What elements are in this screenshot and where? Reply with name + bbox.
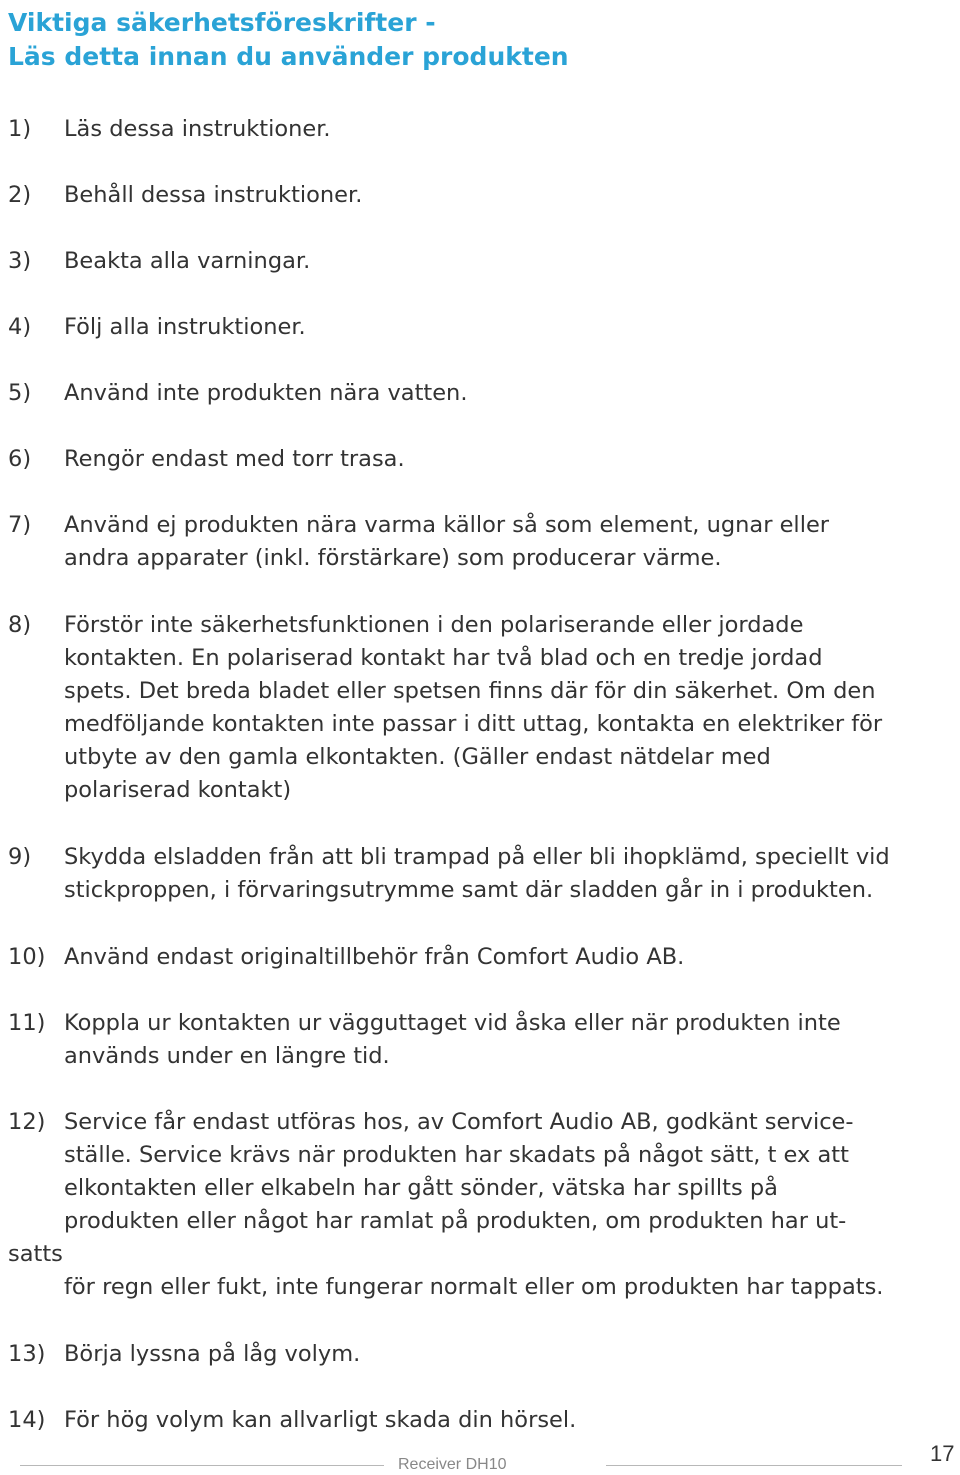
item-text: Följ alla instruktioner. bbox=[64, 314, 306, 340]
item-text: utbyte av den gamla elkontakten. (Gäller endast nätdelar med bbox=[64, 744, 771, 770]
footer-product-name: Receiver DH10 bbox=[398, 1456, 507, 1473]
page-number: 17 bbox=[930, 1441, 955, 1466]
title-line-1: Viktiga säkerhetsföreskrifter - bbox=[8, 8, 436, 37]
item-text: Koppla ur kontakten ur vägguttaget vid åska eller när produkten inte bbox=[64, 1010, 841, 1036]
item-text: Använd ej produkten nära varma källor så som element, ugnar eller bbox=[64, 512, 830, 538]
item-number: 1) bbox=[8, 116, 32, 142]
item-number: 9) bbox=[8, 844, 32, 870]
item-text: Börja lyssna på låg volym. bbox=[64, 1341, 361, 1367]
item-number: 10) bbox=[8, 944, 46, 970]
item-text: Rengör endast med torr trasa. bbox=[64, 446, 405, 472]
item-number: 3) bbox=[8, 248, 32, 274]
item-number: 5) bbox=[8, 380, 32, 406]
item-text: spets. Det breda bladet eller spetsen finns där för din säkerhet. Om den bbox=[64, 678, 876, 704]
item-number: 6) bbox=[8, 446, 32, 472]
item-text: satts bbox=[8, 1241, 63, 1267]
item-text: För hög volym kan allvarligt skada din hörsel. bbox=[64, 1407, 577, 1433]
item-text: elkontakten eller elkabeln har gått sönder, vätska har spillts på bbox=[64, 1175, 778, 1201]
item-text: Läs dessa instruktioner. bbox=[64, 116, 331, 142]
title-line-2: Läs detta innan du använder produkten bbox=[8, 42, 569, 71]
item-text: Använd endast originaltillbehör från Comfort Audio AB. bbox=[64, 944, 685, 970]
item-number: 7) bbox=[8, 512, 32, 538]
item-text: Förstör inte säkerhetsfunktionen i den polariserande eller jordade bbox=[64, 612, 804, 638]
item-text: medföljande kontakten inte passar i ditt uttag, kontakta en elektriker för bbox=[64, 711, 883, 737]
item-text: används under en längre tid. bbox=[64, 1043, 390, 1069]
item-number: 12) bbox=[8, 1109, 46, 1135]
item-text: Behåll dessa instruktioner. bbox=[64, 182, 363, 208]
footer-rule-right bbox=[606, 1465, 902, 1466]
item-number: 2) bbox=[8, 182, 32, 208]
item-number: 14) bbox=[8, 1407, 46, 1433]
item-text: produkten eller något har ramlat på produkten, om produkten har ut- bbox=[64, 1208, 847, 1234]
item-number: 8) bbox=[8, 612, 32, 638]
item-number: 11) bbox=[8, 1010, 46, 1036]
item-text: Skydda elsladden från att bli trampad på eller bli ihopklämd, speciellt vid bbox=[64, 844, 890, 870]
item-text: kontakten. En polariserad kontakt har två blad och en tredje jordad bbox=[64, 645, 823, 671]
item-number: 13) bbox=[8, 1341, 46, 1367]
item-text: Service får endast utföras hos, av Comfort Audio AB, godkänt service- bbox=[64, 1109, 854, 1135]
item-text: Använd inte produkten nära vatten. bbox=[64, 380, 468, 406]
item-number: 4) bbox=[8, 314, 32, 340]
page-title bbox=[8, 6, 569, 74]
item-text: ställe. Service krävs när produkten har skadats på något sätt, t ex att bbox=[64, 1142, 849, 1168]
item-text: för regn eller fukt, inte fungerar normalt eller om produkten har tappats. bbox=[64, 1274, 884, 1300]
footer-rule-left bbox=[20, 1465, 384, 1466]
item-text: stickproppen, i förvaringsutrymme samt där sladden går in i produkten. bbox=[64, 877, 874, 903]
item-text: andra apparater (inkl. förstärkare) som producerar värme. bbox=[64, 545, 722, 571]
item-text: polariserad kontakt) bbox=[64, 777, 292, 803]
item-text: Beakta alla varningar. bbox=[64, 248, 311, 274]
